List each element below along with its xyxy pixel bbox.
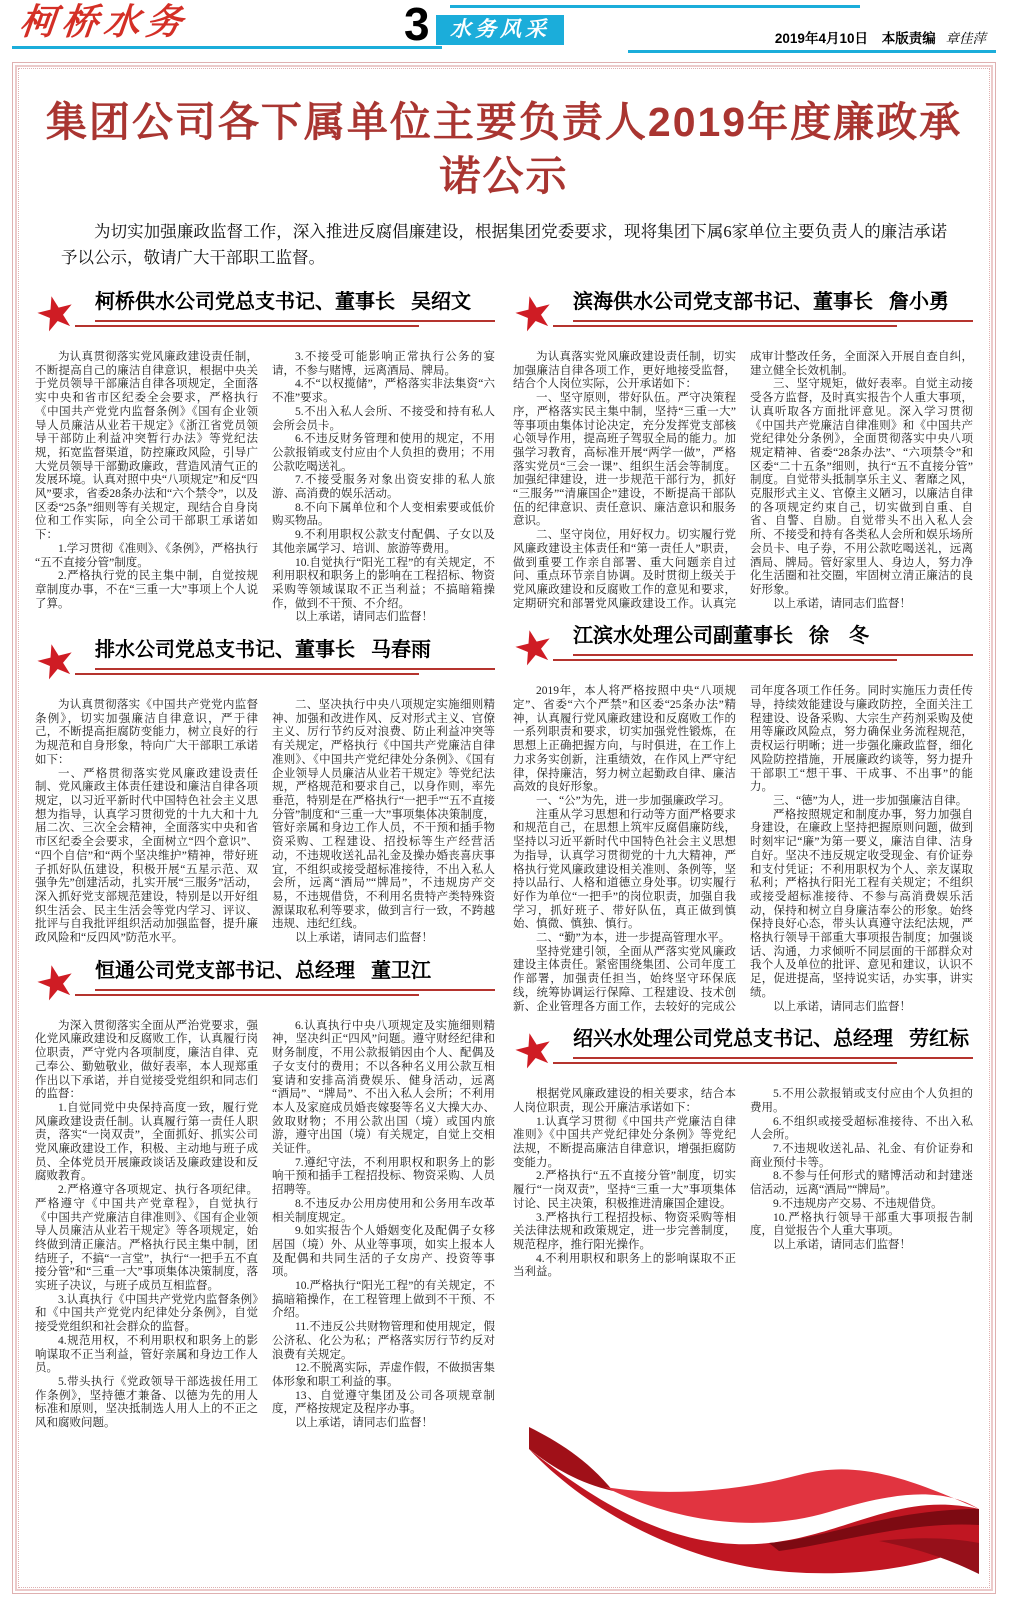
pledge-paragraph: 三、坚守规矩，做好表率。自觉主动接受各方监督，及时真实报告个人重大事项，认真听取各方面批评意见。深入学习贯彻《中国共产党廉洁自律准则》和《中国共产党纪律处分条例》，全面贯彻落实中央八项规定精神、省委“28条办法”、“六项禁令”和区委“二十五条”细则，执行“五不直接分管”制度。自觉带头抵制享乐主义、奢靡之风，克服形式主义、官僚主义陋习，以廉洁自律的各项规定约束自己，切实做到自重、自省、自警、自励。自觉带头不出入私人会所、不接受和持有各类私人会所和娱乐场所会员卡、电子券，不用公款吃喝送礼，远离酒局、牌局。管好家里人、身边人，努力净化生活圈和社交圈，牢固树立清正廉洁的良好形象。 (750, 378, 973, 596)
pledge-paragraph: 二、坚守岗位，用好权力。切实履行党风廉政建设主体责任和“第一责任人”职责，做到重要工作亲自部署、重大问题亲自过问、重点环节亲自协调。及时贯彻上级关于党风廉政建设和反腐败工作的意见和要求，定期研究和部署党风廉政建设工作。认真完成审计整改任务，全面深入开展自查自纠，建立健全长效机制。 (513, 351, 973, 610)
title-rule-bottom (75, 994, 419, 996)
person-name: 马春雨 (371, 639, 431, 662)
section-body (35, 351, 495, 625)
pledge-paragraph: 二、“勤”为本，进一步提高管理水平。 (536, 932, 731, 945)
left-page-column (29, 281, 495, 1443)
intro-paragraph: 为切实加强廉政监督工作，深入推进反腐倡廉建设，根据集团党委要求，现将集团下属6家单位主要负责人的廉洁承诺予以公示，敬请广大干部职工监督。 (61, 222, 947, 267)
pledge-paragraph: 8.不向下属单位和个人变相索要或低价购买物品。 (272, 501, 495, 528)
pledge-paragraph: 10.严格执行领导干部重大事项报告制度，自觉报告个人重大事项。 (750, 1211, 973, 1238)
pledge-paragraph: 6.认真执行中央八项规定及实施细则精神，坚决纠正“四风”问题。遵守财经纪律和财务制度，不用公款报销因由个人、配偶及子女支付的费用；不以各种名义用公款互相宴请和安排高消费娱乐、健身活动，远离“酒局”、“牌局”、不出入私人会所；不利用本人及家庭成员婚丧嫁娶等名义大操大办、敛取财物；不用公款出国（境）或国内旅游，遵守出国（境）有关规定，自觉上交相关证件。 (272, 1019, 495, 1156)
pledge-paragraph: 10.自觉执行“阳光工程”的有关规定，不利用职权和职务上的影响在工程招标、物资采购等领域谋取不正当利益；不搞暗箱操作，做到不干预、不介绍。 (272, 556, 495, 610)
title-rule-top (573, 320, 973, 322)
red-ribbon-artwork (527, 1391, 979, 1579)
pledge-paragraph: 以上承诺，请同志们监督！ (295, 932, 433, 945)
issue-date: 2019年4月10日 (774, 31, 868, 46)
title-rule-top (573, 1057, 973, 1059)
star-icon: ★ (29, 950, 83, 1013)
pledge-paragraph: 为深入贯彻落实全面从严治党要求，强化党风廉政建设和反腐败工作，认真履行岗位职责，严守党内各项制度，廉洁自律、克己奉公、勤勉敬业，做好表率，本人现郑重作出以下承诺，并自觉接受党组织和同志们的监督： (35, 1019, 258, 1101)
section-title (95, 958, 431, 982)
pledge-section (29, 950, 495, 1431)
pledge-paragraph: 2.严格执行党的民主集中制，自觉按规章制度办事，不在“三重一大”事项上个人说了算。 (35, 570, 258, 610)
section-body (513, 1088, 973, 1280)
pledge-paragraph: 9.不违规房产交易、不违规借贷。 (773, 1197, 943, 1210)
section-title (95, 637, 431, 661)
pledge-paragraph: 1.认真学习贯彻《中国共产党廉洁自律准则》《中国共产党纪律处分条例》等党纪法规，不断提高廉洁自律意识，增强拒腐防变能力。 (513, 1115, 736, 1169)
pledge-paragraph: 1.自觉同党中央保持高度一致，履行党风廉政建设责任制。认真履行第一责任人职责，落实“一岗双责”，全面抓好、抓实公司党风廉政建设工作，积极、主动地与班子成员、全体党员开展廉政谈话及廉政建设和反腐败教育。 (35, 1101, 258, 1183)
person-name: 詹小勇 (889, 291, 949, 313)
pledge-paragraph: 8.不参与任何形式的赌博活动和封建迷信活动，远离“酒局”“牌局”。 (750, 1170, 973, 1197)
section-title (573, 289, 949, 313)
pledge-paragraph: 11.不违反公共财物管理和使用规定，假公济私、化公为私；严格落实厉行节约反对浪费有关规定。 (272, 1321, 495, 1361)
title-rule-top (95, 989, 495, 991)
pledge-paragraph: 3.严格执行工程招投标、物资采购等相关法律法规和政策规定，进一步完善制度，规范程序，推行阳光操作。 (513, 1211, 736, 1251)
section-header (507, 1019, 973, 1082)
title-rule-top (573, 654, 973, 656)
pledge-paragraph: 3.认真执行《中国共产党党内监督条例》和《中国共产党党内纪律处分条例》，自觉接受党组织和社会群众的监督。 (35, 1293, 258, 1334)
section-header (29, 950, 495, 1013)
top-rule (450, 5, 860, 8)
person-name: 吴绍文 (411, 291, 471, 313)
star-icon: ★ (29, 629, 83, 693)
pledge-paragraph: 6.不组织或接受超标准接待、不出入私人会所。 (750, 1115, 973, 1142)
person-name: 劳红标 (909, 1028, 969, 1051)
pledge-section (29, 629, 495, 946)
pledge-paragraph: 三、“德”为人，进一步加强廉洁自律。 (773, 794, 968, 807)
section-title-text: 排水公司党总支书记、董事长 (95, 639, 355, 662)
page-content (18, 68, 990, 1588)
pledge-paragraph: 10.严格执行“阳光工程”的有关规定，不搞暗箱操作，在工程管理上做到不干预、不介绍。 (272, 1280, 495, 1320)
pledge-paragraph: 根据党风廉政建设的相关要求，结合本人岗位职责，现公开廉洁承诺如下： (513, 1088, 736, 1114)
pledge-section (507, 616, 973, 1014)
section-title-text: 恒通公司党支部书记、总经理 (95, 959, 355, 982)
title-rule-bottom (553, 659, 897, 661)
newspaper-brand: 柯桥水务 (17, 2, 191, 42)
person-name: 董卫江 (371, 959, 431, 982)
section-title (95, 289, 471, 313)
section-body (513, 351, 973, 611)
pledge-paragraph: 坚持党建引领，全面从严落实党风廉政建设主体责任。紧密围绕集团、公司年度工作部署，加强责任担当，始终坚守环保底线，统筹协调运行保障、工程建设、技术创新、企业管理各方面工作，去较好的完成公司年度各项工作任务。同时实施压力责任传导，持续效能建设与廉政防控，全面关注工程建设、设备采购、大宗生产药剂采购及使用等廉政风险点，努力确保业务流程规范，责权运行明晰；进一步强化廉政监督，细化风险防控措施，开展廉政约谈等，努力提升干部职工“想干事、干成事、不出事”的能力。 (513, 685, 973, 1013)
pledge-paragraph: 4.规范用权，不利用职权和职务上的影响谋取不正当利益，管好亲属和身边工作人员。 (35, 1334, 258, 1375)
pledge-paragraph: 以上承诺，请同志们监督！ (773, 1000, 911, 1013)
section-header (507, 281, 973, 345)
pledge-section (507, 281, 973, 611)
editor-label: 本版责编 (881, 31, 936, 46)
section-body (35, 1020, 495, 1431)
section-header (29, 629, 495, 693)
pledge-paragraph: 8.不违反办公用房使用和公务用车改革相关制度规定。 (272, 1197, 495, 1224)
pledge-section (29, 281, 495, 625)
pledge-paragraph: 5.不用公款报销或支付应由个人负担的费用。 (750, 1088, 973, 1114)
pledge-paragraph: 9.不利用职权公款支付配偶、子女以及其他亲属学习、培训、旅游等费用。 (272, 529, 495, 555)
pledge-paragraph: 2.严格执行“五不直接分管”制度，切实履行“一岗双责”，坚持“三重一大”事项集体讨论、民主决策，积极推进清廉国企建设。 (513, 1170, 736, 1210)
pledge-paragraph: 注重从学习思想和行动等方面严格要求和规范自己，在思想上筑牢反腐倡廉防线，坚持以习近平新时代中国特色社会主义思想为指导，认真学习贯彻党的十九大精神，严格执行党风廉政建设相关准则、条例等，坚持以品行、人格和道德立身处事。切实履行好作为单位“一把手”的岗位职责，加强自我学习，抓好班子、带好队伍，真正做到慎始、慎微、慎独、慎行。 (513, 808, 736, 931)
pledge-paragraph: 为认真贯彻落实《中国共产党党内监督条例》，切实加强廉洁自律意识，严于律己，不断提高拒腐防变能力，树立良好的行为规范和自身形象，特向广大干部职工承诺如下： (35, 699, 258, 766)
person-name: 徐 冬 (809, 625, 869, 648)
section-title-text: 滨海供水公司党支部书记、董事长 (573, 291, 873, 313)
pledge-paragraph: 为认真贯彻落实党风廉政建设责任制，不断提高自己的廉洁自律意识，根据中央关于党员领导干部廉洁自律各项规定，全面落实中央和省市区纪委全会要求，严格执行《中国共产党党内监督条例》《国有企业领导人员廉洁从业若干规定》《浙江省党员领导干部防止利益冲突暂行办法》等党纪法规，拓宽监督渠道，防控廉政风险，引导广大党员领导干部勤政廉政，营造风清气正的发展环境。认真对照中央“八项规定”和反“四风”要求，省委28条办法和“六个禁令”，以及区委“25条”细则等有关规定，现结合自身岗位和工作实际，向全公司干部职工承诺如下： (35, 351, 258, 542)
pledge-paragraph: 7.不违规收送礼品、礼金、有价证券和商业预付卡等。 (750, 1143, 973, 1169)
section-title-text: 江滨水处理公司副董事长 (573, 625, 793, 648)
brand-underline-rule (12, 46, 442, 49)
title-rule-bottom (75, 673, 419, 675)
pledge-paragraph: 一、“公”为先，进一步加强廉政学习。 (536, 794, 731, 807)
pledge-paragraph: 6.不违反财务管理和使用的规定，不用公款报销或支付应由个人负担的费用；不用公款吃喝送礼。 (272, 433, 495, 473)
title-rule-bottom (553, 1062, 897, 1064)
dateline (775, 27, 986, 47)
section-title (573, 1026, 969, 1050)
pledge-paragraph: 3.不接受可能影响正常执行公务的宴请，不参与赌博，远离酒局、牌局。 (272, 351, 495, 377)
section-body (35, 699, 495, 946)
star-icon: ★ (29, 281, 83, 345)
pledge-paragraph: 为认真落实党风廉政建设责任制，切实加强廉洁自律各项工作，更好地接受监督，结合个人岗位实际，公开承诺如下： (513, 351, 736, 391)
pledge-paragraph: 严格按照规定和制度办事，努力加强自身建设，在廉政上坚持把握原则问题，做到时刻牢记“廉”为第一要义，廉洁自律、洁身自好。坚决不违反规定收受现金、有价证券和支付凭证；不利用职权为个人、亲友谋取私利；严格执行阳光工程有关规定；不组织或接受超标准接待、不参与高消费娱乐活动，保持和树立自身廉洁奉公的形象。始终保持良好心态，带头认真遵守法纪法规，严格执行领导干部重大事项报告制度；加强谈话、沟通，力求倾听不同层面的干部群众对我个人及单位的批评、意见和建议，认识不足，促进提高，坚持说实话，办实事，讲实绩。 (750, 808, 973, 999)
pledge-paragraph: 12.不脱离实际，弄虚作假，不做损害集体形象和职工利益的事。 (272, 1362, 495, 1388)
masthead (0, 0, 1010, 58)
pledge-paragraph: 13、自觉遵守集团及公司各项规章制度，严格按规定及程序办事。 (272, 1389, 495, 1416)
title-rule-top (95, 668, 495, 670)
pledge-paragraph: 二、坚决执行中央八项规定实施细则精神、加强和改进作风、反对形式主义、官僚主义、厉行节约反对浪费、防止利益冲突等有关规定，严格执行《中国共产党廉洁自律准则》、《中国共产党纪律处分条例》、《国有企业领导人员廉洁从业若干规定》等党纪法规，严格规范和要求自己，以身作则，率先垂范，特别是在严格执行“一把手”“五不直接分管”制度和“三重一大”事项集体决策制度，管好亲属和身边工作人员，不干预和插手物资采购、工程建设、招投标等生产经营活动，不违规收送礼品礼金及操办婚丧喜庆事宜，不组织或接受超标准接待，不出入私人会所，远离“酒局”“牌局”，不违规房产交易，不违规借贷，不利用名贵特产类特殊资源谋取私利等要求，做到言行一致，不跨越违规、违纪红线。 (272, 699, 495, 931)
title-rule-top (95, 320, 495, 322)
pledge-paragraph: 7.不接受服务对象出资安排的私人旅游、高消费的娱乐活动。 (272, 474, 495, 501)
section-title-text: 柯桥供水公司党总支书记、董事长 (95, 291, 395, 313)
section-header (507, 616, 973, 679)
pledge-paragraph: 一、严格贯彻落实党风廉政建设责任制、党风廉政主体责任建设和廉洁自律各项规定，以习近平新时代中国特色社会主义思想为指导，认真学习贯彻党的十九大和十九届二次、三次全会精神，全面落实中央和省市区纪委全会要求，全面树立“四个意识”、“四个自信”和“两个坚决维护”精神，带好班子抓好队伍建设，积极开展“五星示范、双强争先”创建活动，扎实开展“三服务”活动，深入抓好党支部规范建设，特别是以开好组织生活会、民主生活会等党内学习、评议、批评与自我批评组织活动加强监督，提升廉政风险和“反四风”防范水平。 (35, 767, 258, 945)
pledge-paragraph: 7.遵纪守法，不利用职权和职务上的影响干预和插手工程招投标、物资采购、人员招聘等。 (272, 1156, 495, 1197)
star-icon: ★ (507, 281, 561, 345)
pledge-paragraph: 5.不出入私人会所、不接受和持有私人会所会员卡。 (272, 405, 495, 432)
pledge-paragraph: 4.不利用职权和职务上的影响谋取不正当利益。 (513, 1252, 736, 1279)
section-title (573, 623, 869, 647)
pledge-paragraph: 以上承诺，请同志们监督！ (295, 611, 433, 624)
pledge-paragraph: 以上承诺，请同志们监督！ (295, 1417, 433, 1430)
editor-name: 章佳萍 (945, 31, 986, 46)
pledge-paragraph: 一、坚守原则，带好队伍。严守决策程序，严格落实民主集中制，坚持“三重一大”等事项由集体讨论决定，充分发挥党支部核心领导作用，提高班子驾驭全局的能力。加强学习教育，高标准开展“两学一做”，严格落实党员“三会一课”、组织生活会等制度。加强纪律建设，进一步规范干部行为，抓好“三服务”“清廉国企”建设，不断提高干部队伍的纪律意识、责任意识、廉洁意识和服务意识。 (513, 392, 736, 528)
page-number: 3 (404, 0, 430, 50)
pledge-paragraph: 以上承诺，请同志们监督！ (773, 1238, 911, 1251)
pledge-paragraph: 5.带头执行《党政领导干部选拔任用工作条例》，坚持德才兼备、以德为先的用人标准和原则，坚决抵制选人用人上的不正之风和腐败问题。 (35, 1376, 258, 1430)
page-title: 集团公司各下属单位主要负责人2019年度廉政承诺公示 (45, 99, 963, 199)
pledge-paragraph: 4.不“以权揽储”，严格落实非法集资“六不准”要求。 (272, 378, 495, 405)
right-page-column (507, 281, 973, 1292)
pledge-paragraph: 2.严格遵守各项规定、执行各项纪律。严格遵守《中国共产党章程》，自觉执行《中国共产党廉洁自律准则》、《国有企业领导人员廉洁从业若干规定》等各项规定，始终做到清正廉洁。严格执行民主集中制，团结班子，不搞“一言堂”，执行“一把手五不直接分管”和“三重一大”事项集体决策制度，落实班子决议，与班子成员互相监督。 (35, 1184, 258, 1293)
pledge-paragraph: 以上承诺，请同志们监督！ (773, 597, 911, 610)
ornamental-frame (12, 62, 996, 1594)
section-title-text: 绍兴水处理公司党总支书记、总经理 (573, 1028, 893, 1051)
star-icon: ★ (507, 616, 561, 679)
pledge-paragraph: 9.如实报告个人婚姻变化及配偶子女移居国（境）外、从业等事项，如实上报本人及配偶和共同生活的子女房产、投资等事项。 (272, 1225, 495, 1279)
star-icon: ★ (507, 1019, 561, 1082)
section-header (29, 281, 495, 345)
pledge-paragraph: 2019年，本人将严格按照中央“八项规定”、省委“六个严禁”和区委“25条办法”精神，认真履行党风廉政建设和反腐败工作的一系列职责和要求，切实加强党性锻炼，在思想上正确把握方向，与时俱进，在工作上力求务实创新，注重绩效，在作风上严守纪律，保持廉洁，努力树立起勤政自律、廉洁高效的良好形象。 (513, 685, 736, 794)
title-rule-bottom (75, 325, 419, 327)
title-rule-bottom (553, 325, 897, 327)
dateline-rule (628, 50, 996, 53)
section-name-badge: 水务风采 (436, 15, 564, 45)
pledge-paragraph: 1.学习贯彻《准则》、《条例》，严格执行“五不直接分管”制度。 (35, 542, 258, 569)
section-body (513, 685, 973, 1014)
two-column-layout (29, 281, 973, 1443)
pledge-section (507, 1019, 973, 1280)
